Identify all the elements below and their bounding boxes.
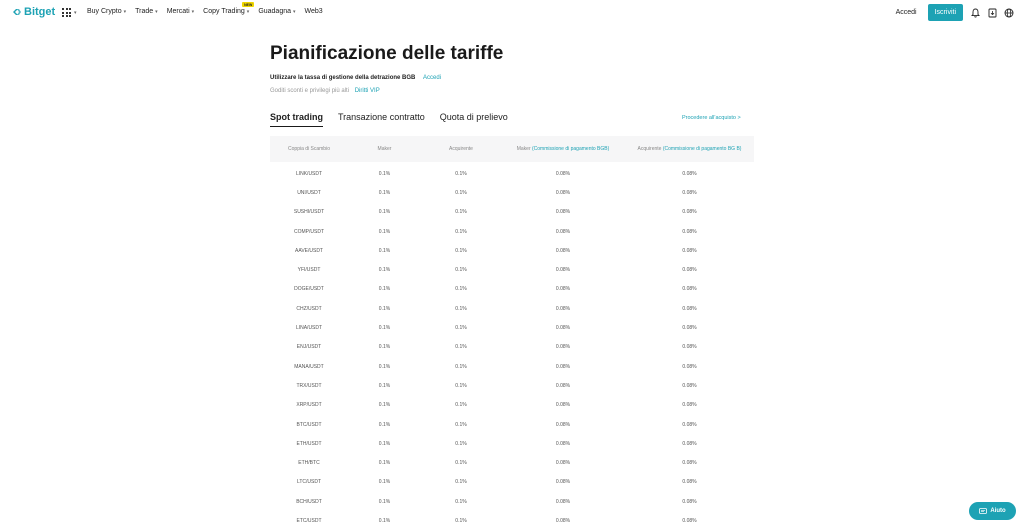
table-row	[270, 453, 754, 472]
table-row	[270, 473, 754, 492]
cell-pair: ETC/USDT	[296, 517, 322, 524]
cell-maker-bgb: 0.08%	[555, 402, 571, 409]
chevron-down-icon: ▾	[155, 8, 158, 15]
cell-taker: 0.1%	[455, 421, 467, 428]
cell-taker: 0.1%	[455, 479, 467, 486]
header-taker: Acquirente	[449, 145, 473, 152]
header-taker-bgb-prefix: Acquirente	[637, 145, 663, 152]
table-row	[270, 434, 754, 453]
cell-maker-bgb: 0.08%	[555, 305, 571, 312]
account-actions	[896, 4, 1014, 21]
bitget-logo[interactable]	[12, 6, 55, 18]
chevron-down-icon: ▾	[74, 9, 77, 16]
cell-maker-bgb: 0.08%	[555, 382, 571, 389]
cell-pair: LTC/USDT	[296, 479, 322, 486]
nav-trade[interactable]	[135, 8, 158, 15]
cell-maker: 0.1%	[378, 189, 391, 196]
cell-pair: SUSHI/USDT	[293, 209, 325, 216]
table-row	[270, 511, 754, 525]
cell-taker-bgb: 0.08%	[682, 402, 697, 409]
apps-menu[interactable]	[62, 8, 77, 17]
cell-taker: 0.1%	[455, 517, 467, 524]
cell-maker: 0.1%	[378, 382, 391, 389]
cell-maker-bgb: 0.08%	[555, 440, 571, 447]
cell-taker: 0.1%	[455, 189, 467, 196]
cell-maker-bgb: 0.08%	[555, 247, 571, 254]
download-icon[interactable]	[987, 8, 997, 18]
cell-taker-bgb: 0.08%	[682, 498, 697, 505]
logo-text: Bitget	[24, 6, 56, 18]
cell-maker: 0.1%	[378, 325, 391, 332]
cell-maker: 0.1%	[378, 228, 391, 235]
table-row	[270, 241, 754, 260]
top-navbar	[0, 0, 1024, 26]
cell-maker: 0.1%	[378, 363, 391, 370]
cell-maker: 0.1%	[378, 170, 391, 177]
cell-taker: 0.1%	[455, 460, 467, 467]
cell-maker: 0.1%	[378, 305, 391, 312]
cell-taker-bgb: 0.08%	[682, 305, 697, 312]
cell-taker: 0.1%	[455, 440, 467, 447]
chevron-down-icon: ▾	[123, 8, 127, 15]
cell-taker-bgb: 0.08%	[682, 460, 697, 467]
cell-taker: 0.1%	[455, 286, 467, 293]
bgb-deduction-text: Utilizzare la tassa di gestione della detrazione BGB	[270, 75, 416, 81]
cell-pair: ETH/USDT	[296, 440, 322, 447]
header-maker-bgb	[501, 136, 625, 162]
new-badge: NEW	[244, 2, 253, 7]
header-pair: Coppia di Scambio	[288, 145, 330, 152]
cell-maker: 0.1%	[378, 421, 391, 428]
header-maker-bgb-highlight: (Commissione di pagamento BGB)	[532, 145, 610, 152]
cell-taker: 0.1%	[455, 344, 467, 351]
vip-text: Goditi sconti e privilegi più alti	[270, 88, 350, 94]
header-maker-bgb-prefix: Maker	[516, 145, 532, 152]
cell-taker-bgb: 0.08%	[682, 286, 697, 293]
table-row	[270, 396, 754, 415]
cell-pair: LINA/USDT	[295, 325, 323, 332]
nav-label: Web3	[304, 8, 323, 15]
cell-taker-bgb: 0.08%	[682, 170, 697, 177]
cell-taker: 0.1%	[455, 209, 467, 216]
table-row	[270, 357, 754, 376]
cell-maker: 0.1%	[378, 286, 391, 293]
chevron-down-icon: ▾	[246, 8, 250, 15]
cell-maker-bgb: 0.08%	[555, 344, 571, 351]
cell-taker-bgb: 0.08%	[682, 247, 697, 254]
header-maker: Maker	[377, 145, 392, 152]
cell-maker-bgb: 0.08%	[555, 479, 571, 486]
nav-mercati[interactable]	[167, 8, 194, 15]
table-row	[270, 183, 754, 202]
nav-label: Mercati	[166, 8, 190, 15]
cell-taker-bgb: 0.08%	[682, 325, 697, 332]
vip-rights-link[interactable]: Diritti VIP	[354, 88, 380, 94]
cell-pair: UNI/USDT	[297, 189, 321, 196]
table-row	[270, 376, 754, 395]
cell-maker-bgb: 0.08%	[555, 421, 571, 428]
signup-button[interactable]: Iscriviti	[928, 4, 963, 21]
tab-contract-transaction[interactable]: Transazione contratto	[338, 112, 425, 122]
cell-pair: TRX/USDT	[296, 382, 322, 389]
cell-pair: ETH/BTC	[298, 460, 320, 467]
tab-withdrawal-fee[interactable]: Quota di prelievo	[439, 112, 508, 122]
chevron-down-icon: ▾	[293, 8, 296, 15]
cell-taker-bgb: 0.08%	[682, 440, 697, 447]
cell-taker: 0.1%	[455, 305, 467, 312]
cell-taker-bgb: 0.08%	[682, 517, 697, 524]
table-row	[270, 492, 754, 511]
cell-maker: 0.1%	[378, 517, 391, 524]
cell-maker-bgb: 0.08%	[555, 498, 571, 505]
cell-taker: 0.1%	[455, 228, 467, 235]
cell-maker: 0.1%	[378, 344, 391, 351]
table-row	[270, 338, 754, 357]
bgb-deduction-info	[270, 75, 441, 81]
cell-taker-bgb: 0.08%	[682, 421, 697, 428]
cell-pair: DOGE/USDT	[294, 286, 324, 293]
cell-pair: BTC/USDT	[296, 421, 322, 428]
cell-maker-bgb: 0.08%	[555, 170, 571, 177]
cell-maker-bgb: 0.08%	[555, 267, 571, 274]
main-nav	[87, 2, 323, 15]
nav-label: Trade	[135, 8, 154, 15]
nav-web3[interactable]	[305, 8, 323, 15]
cell-pair: XRP/USDT	[296, 402, 322, 409]
cell-maker-bgb: 0.08%	[555, 209, 571, 216]
nav-label: Copy Trading	[203, 8, 245, 15]
nav-label: Buy Crypto	[87, 8, 122, 15]
cell-maker: 0.1%	[378, 402, 391, 409]
help-label: Aiuto	[990, 508, 1006, 514]
cell-pair: LINK/USDT	[295, 170, 323, 177]
cell-taker: 0.1%	[455, 363, 467, 370]
page-title: Pianificazione delle tariffe	[270, 43, 504, 64]
cell-maker-bgb: 0.08%	[555, 189, 571, 196]
cell-maker-bgb: 0.08%	[555, 363, 571, 370]
vip-info	[270, 88, 380, 94]
cell-taker-bgb: 0.08%	[682, 382, 697, 389]
tab-spot-trading[interactable]: Spot trading	[270, 112, 323, 127]
cell-taker-bgb: 0.08%	[682, 228, 697, 235]
cell-pair: MANA/USDT	[294, 363, 324, 370]
cell-taker-bgb: 0.08%	[682, 189, 697, 196]
table-row	[270, 222, 754, 241]
chat-icon	[979, 508, 987, 515]
cell-taker: 0.1%	[455, 325, 467, 332]
cell-maker-bgb: 0.08%	[555, 228, 571, 235]
cell-maker-bgb: 0.08%	[555, 325, 571, 332]
cell-taker: 0.1%	[455, 382, 467, 389]
table-row	[270, 260, 754, 279]
table-row	[270, 299, 754, 318]
cell-pair: CHZ/USDT	[296, 305, 322, 312]
header-taker-bgb-highlight: (Commissione di pagamento BG B)	[662, 145, 742, 152]
globe-icon[interactable]	[1004, 8, 1014, 18]
cell-maker: 0.1%	[378, 247, 391, 254]
cell-taker: 0.1%	[455, 170, 467, 177]
nav-guadagna[interactable]	[258, 8, 295, 15]
proceed-to-purchase-link[interactable]: Procedere all'acquisto >	[682, 115, 741, 121]
cell-maker: 0.1%	[378, 440, 391, 447]
nav-copy-trading[interactable]	[203, 2, 253, 15]
cell-maker-bgb: 0.08%	[555, 517, 571, 524]
cell-pair: ENJ/USDT	[296, 344, 322, 351]
cell-maker: 0.1%	[378, 498, 391, 505]
fee-table-header	[270, 136, 754, 162]
nav-buy-crypto[interactable]	[87, 8, 126, 15]
cell-taker-bgb: 0.08%	[682, 267, 697, 274]
cell-pair: YFI/USDT	[297, 267, 321, 274]
cell-taker: 0.1%	[455, 267, 467, 274]
cell-maker-bgb: 0.08%	[555, 286, 571, 293]
nav-label: Guadagna	[258, 8, 292, 15]
table-row	[270, 280, 754, 299]
help-button[interactable]	[969, 502, 1016, 520]
table-row	[270, 415, 754, 434]
cell-taker-bgb: 0.08%	[682, 363, 697, 370]
cell-pair: COMP/USDT	[294, 228, 324, 235]
table-row	[270, 318, 754, 337]
cell-maker: 0.1%	[378, 479, 391, 486]
cell-pair: AAVE/USDT	[295, 247, 323, 254]
cell-maker-bgb: 0.08%	[555, 460, 571, 467]
cell-maker: 0.1%	[378, 267, 391, 274]
apps-grid-icon	[62, 8, 71, 17]
cell-maker: 0.1%	[378, 460, 391, 467]
cell-maker: 0.1%	[378, 209, 391, 216]
fee-tabs	[270, 112, 508, 127]
table-row	[270, 164, 754, 183]
table-row	[270, 203, 754, 222]
cell-taker: 0.1%	[455, 498, 467, 505]
cell-taker-bgb: 0.08%	[682, 344, 697, 351]
bitget-logo-icon	[12, 7, 22, 17]
cell-taker: 0.1%	[455, 402, 467, 409]
bell-icon[interactable]	[970, 8, 980, 18]
cell-taker-bgb: 0.08%	[682, 209, 697, 216]
cell-taker-bgb: 0.08%	[682, 479, 697, 486]
fee-table-body	[270, 164, 754, 525]
login-button[interactable]: Accedi	[895, 9, 917, 16]
bgb-login-link[interactable]: Accedi	[423, 75, 442, 81]
chevron-down-icon: ▾	[191, 8, 195, 15]
header-taker-bgb	[625, 136, 754, 162]
cell-taker: 0.1%	[455, 247, 467, 254]
cell-pair: BCH/USDT	[296, 498, 322, 505]
